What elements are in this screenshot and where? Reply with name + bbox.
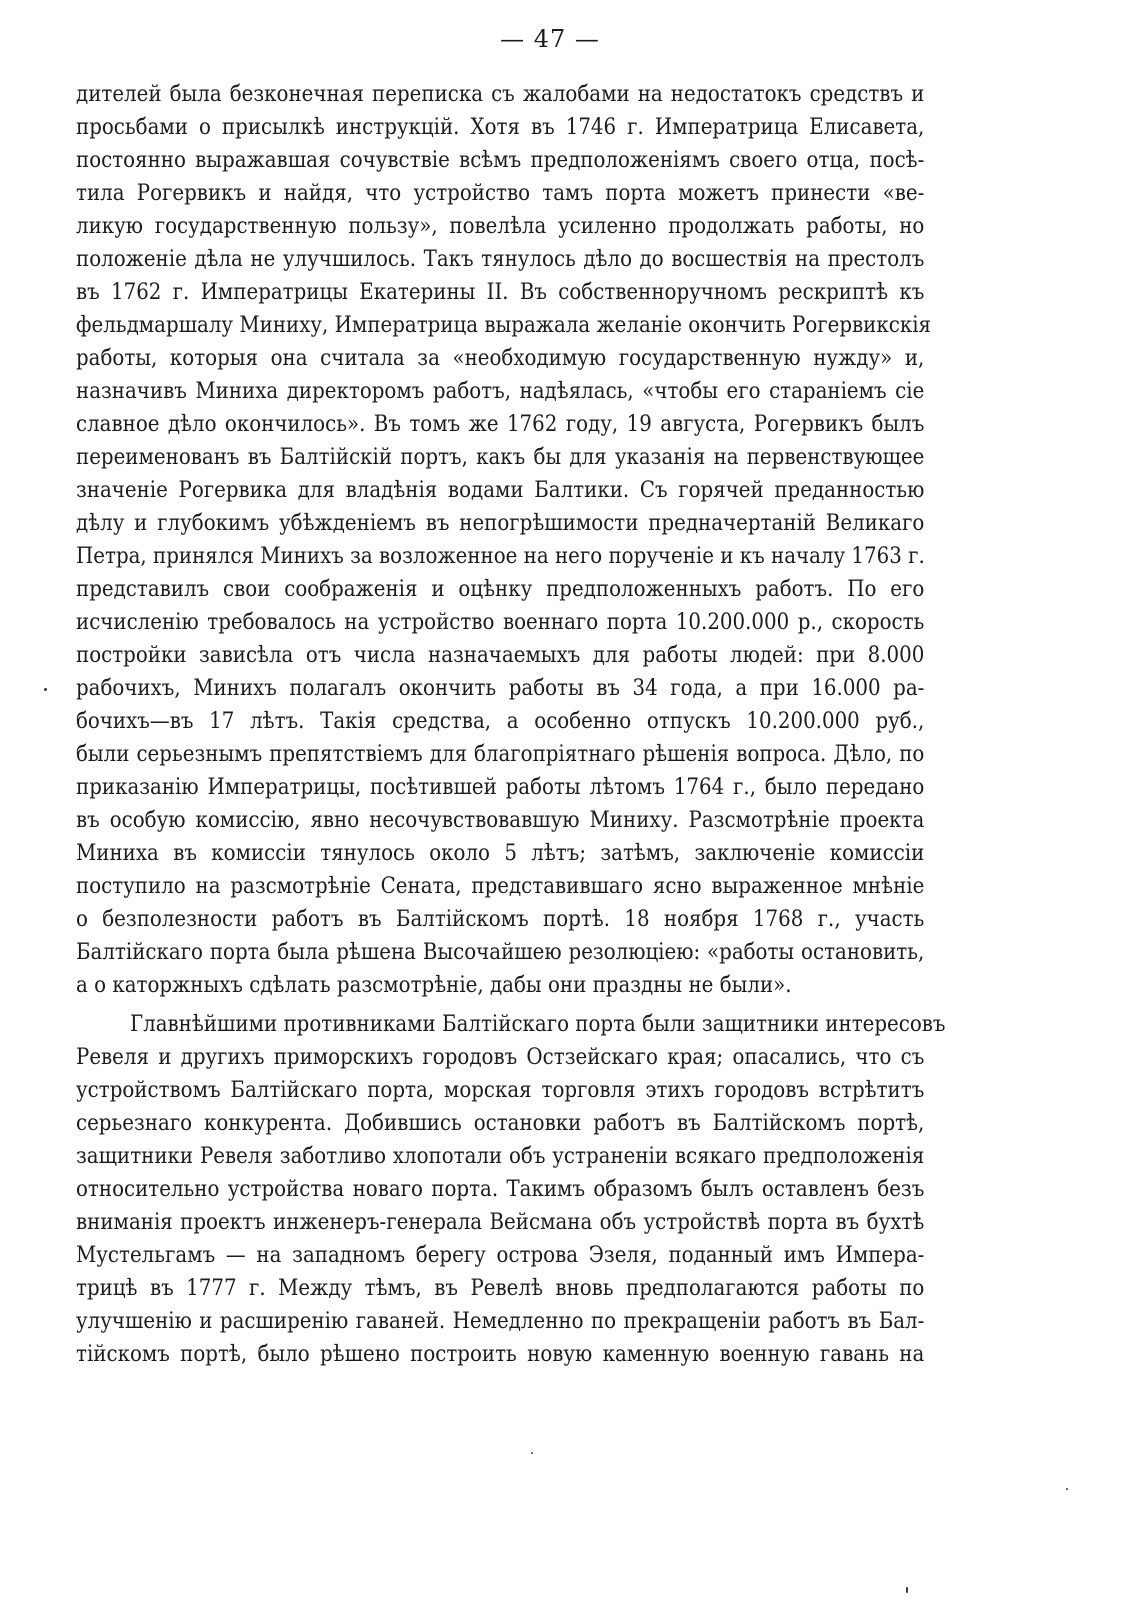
text-line: вниманія проектъ инженеръ-генерала Вейсмана объ устройствѣ порта въ бухтѣ (76, 1209, 925, 1235)
text-line: въ 1762 г. Императрицы Екатерины II. Въ собственноручномъ рескриптѣ къ (76, 279, 925, 305)
scan-speck (1066, 1488, 1068, 1490)
text-line: были серьезнымъ препятствіемъ для благопріятнаго рѣшенія вопроса. Дѣло, по (76, 741, 925, 767)
text-line: въ особую комиссію, явно несочувствовавшую Миниху. Разсмотрѣніе проекта (76, 807, 925, 833)
text-line: тила Рогервикъ и найдя, что устройство тамъ порта можетъ принести «ве- (76, 180, 925, 206)
text-line: Ревеля и другихъ приморскихъ городовъ Остзейскаго края; опасались, что съ (76, 1044, 925, 1070)
text-line: Балтійскаго порта была рѣшена Высочайшею резолюціею: «работы остановить, (76, 939, 925, 965)
text-line: работы, которыя она считала за «необходимую государственную нужду» и, (76, 345, 925, 371)
text-line: о безполезности работъ въ Балтійскомъ портѣ. 18 ноября 1768 г., участь (76, 906, 925, 932)
text-line: приказанію Императрицы, посѣтившей работы лѣтомъ 1764 г., было передано (76, 774, 925, 800)
text-line: дѣлу и глубокимъ убѣжденіемъ въ непогрѣшимости предначертаній Великаго (76, 510, 925, 536)
text-line: относительно устройства новаго порта. Такимъ образомъ былъ оставленъ безъ (76, 1176, 925, 1202)
text-line: значеніе Рогервика для владѣнія водами Балтики. Съ горячей преданностью (76, 477, 925, 503)
text-line: Миниха въ комиссіи тянулось около 5 лѣтъ; затѣмъ, заключеніе комиссіи (76, 840, 925, 866)
text-line: ликую государственную пользу», повелѣла усиленно продолжать работы, но (76, 213, 925, 239)
scan-speck (906, 1587, 908, 1593)
text-line: положеніе дѣла не улучшилось. Такъ тянулось дѣло до восшествія на престолъ (76, 246, 925, 272)
text-line: трицѣ въ 1777 г. Между тѣмъ, въ Ревелѣ вновь предполагаются работы по (76, 1275, 925, 1301)
text-line: дителей была безконечная переписка съ жалобами на недостатокъ средствъ и (76, 81, 925, 107)
text-line: Мустельгамъ — на западномъ берегу острова Эзеля, поданный имъ Импера- (76, 1242, 925, 1268)
text-line: славное дѣло окончилось». Въ томъ же 1762 году, 19 августа, Рогервикъ былъ (76, 411, 925, 437)
text-line: тійскомъ портѣ, было рѣшено построить новую каменную военную гавань на (76, 1341, 925, 1367)
text-line: поступило на разсмотрѣніе Сената, представившаго ясно выраженное мнѣніе (76, 873, 925, 899)
text-line: устройствомъ Балтійскаго порта, морская торговля этихъ городовъ встрѣтитъ (76, 1077, 925, 1103)
text-line: бочихъ—въ 17 лѣтъ. Такія средства, а особенно отпускъ 10.200.000 руб., (76, 708, 925, 734)
text-line: защитники Ревеля заботливо хлопотали объ устраненіи всякаго предположенія (76, 1143, 925, 1169)
text-line: Петра, принялся Минихъ за возложенное на него порученіе и къ началу 1763 г. (76, 543, 925, 569)
text-line: просьбами о присылкѣ инструкцій. Хотя въ 1746 г. Императрица Елисавета, (76, 114, 925, 140)
text-line: улучшенію и расширенію гаваней. Немедленно по прекращеніи работъ въ Бал- (76, 1308, 925, 1334)
text-line: рабочихъ, Минихъ полагалъ окончить работы въ 34 года, а при 16.000 ра- (76, 675, 925, 701)
text-line: фельдмаршалу Миниху, Императрица выражала желаніе окончить Рогервикскія (76, 312, 932, 338)
text-line: а о каторжныхъ сдѣлать разсмотрѣніе, дабы они праздны не были». (76, 972, 792, 998)
text-line: исчисленію требовалось на устройство военнаго порта 10.200.000 р., скорость (76, 609, 925, 635)
scan-speck (44, 688, 47, 691)
text-line: постройки зависѣла отъ числа назначаемыхъ для работы людей: при 8.000 (76, 642, 925, 668)
text-line: назначивъ Миниха директоромъ работъ, надѣялась, «чтобы его стараніемъ сіе (76, 378, 925, 404)
page-number: — 47 — (500, 25, 600, 53)
text-line: переименованъ въ Балтійскій портъ, какъ бы для указанія на первенствующее (76, 444, 925, 470)
text-line: представилъ свои соображенія и оцѣнку предположенныхъ работъ. По его (76, 576, 925, 602)
text-line: серьезнаго конкурента. Добившись остановки работъ въ Балтійскомъ портѣ, (76, 1110, 925, 1136)
scan-speck (531, 1452, 533, 1454)
text-line: постоянно выражавшая сочувствіе всѣмъ предположеніямъ своего отца, посѣ- (76, 147, 925, 173)
text-line: Главнѣйшими противниками Балтійскаго порта были защитники интересовъ (130, 1011, 946, 1037)
